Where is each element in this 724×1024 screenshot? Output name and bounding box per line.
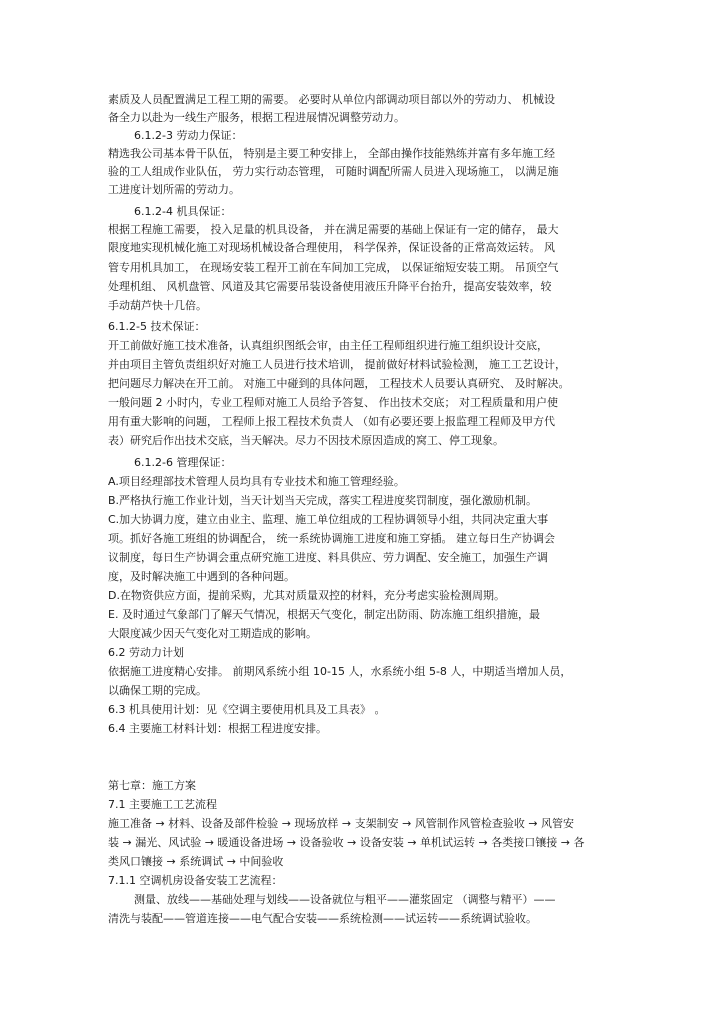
text-line: 类风口镶接 → 系统调试 → 中间验收 [108,855,284,868]
text-line: 大限度减少因天气变化对工期造成的影响。 [108,627,317,640]
text-line: E. 及时通过气象部门了解天气情况，根据天气变化，制定出防雨、防冻施工组织措施，最 [108,608,540,621]
text-line: 一般问题 2 小时内，专业工程师对施工人员给予答复、 作出技术交底； 对工程质量和用户使 [108,396,558,409]
section-heading: 6.1.2-4 机具保证： [134,205,232,218]
text-line: 议制度，每日生产协调会重点研究施工进度、料具供应、劳力调配、安全施工，加强生产调 [108,551,548,564]
text-line: 精选我公司基本骨干队伍， 特别是主要工种安排上， 全部由操作技能熟练并富有多年施工经 [108,147,555,160]
text-line: 工进度计划所需的劳动力。 [108,183,240,196]
text-line: 以确保工期的完成。 [108,684,207,697]
chapter-title: 第七章：施工方案 [108,779,196,792]
text-line: 处理机组、 风机盘管、风道及其它需要吊装设备使用液压升降平台抬升，提高安装效率，较 [108,280,552,293]
text-line: 清洗与装配——管道连接——电气配合安装——系统检测——试运转——系统调试验收。 [108,912,537,925]
text-line: 限度地实现机械化施工对现场机械设备合理使用， 科学保养，保证设备的正常高效运转。 风 [108,241,555,254]
text-line: D.在物资供应方面，提前采购，尤其对质量双控的材料，充分考虑实验检测周期。 [108,589,505,602]
text-line: 依据施工进度精心安排。 前期风系统小组 10-15 人，水系统小组 5-8 人，中期适当增加人员， [108,665,572,678]
text-line: 素质及人员配置满足工程工期的需要。 必要时从单位内部调动项目部以外的劳动力、 机械设 [108,93,555,106]
text-line: 把问题尽力解决在开工前。 对施工中碰到的具体问题， 工程技术人员要认真研究、 及时解决。 [108,377,570,390]
text-line: 项。抓好各施工班组的协调配合， 统一系统协调施工进度和施工穿插。 建立每日生产协调会 [108,532,555,545]
text-line: 管专用机具加工， 在现场安装工程开工前在车间加工完成， 以保证缩短安装工期。 吊顶空气 [108,261,559,274]
section-heading: 7.1 主要施工工艺流程 [108,798,217,811]
text-line: B.严格执行施工作业计划，当天计划当天完成，落实工程进度奖罚制度，强化激励机制。 [108,494,538,507]
text-line: C.加大协调力度，建立由业主、监理、施工单位组成的工程协调领导小组，共同决定重大事 [108,513,549,526]
text-line: 开工前做好施工技术准备，认真组织图纸会审，由主任工程师组织进行施工组织设计交底， [108,339,548,352]
text-line: 6.3 机具使用计划：见《空调主要使用机具及工具表》 。 [108,703,386,716]
text-line: 测量、放线——基础处理与划线——设备就位与粗平——灌浆固定 （调整与精平）—— [134,893,556,906]
section-heading: 6.1.2-6 管理保证： [134,456,232,469]
section-heading: 6.1.2-5 技术保证： [108,320,206,333]
text-line: 备全力以赴为一线生产服务，根据工程进展情况调整劳动力。 [108,111,405,124]
section-heading: 7.1.1 空调机房设备安装工艺流程： [108,874,283,887]
text-line: 验的工人组成作业队伍， 劳力实行动态管理， 可随时调配所需人员进入现场施工， 以满足施 [108,165,559,178]
section-heading: 6.1.2-3 劳动力保证： [134,129,243,142]
text-line: 用有重大影响的问题， 工程师上报工程技术负责人 （如有必要还要上报监理工程师及甲方代 [108,415,555,428]
text-line: 表）研究后作出技术交底，当天解决。尽力不因技术原因造成的窝工、停工现象。 [108,434,504,447]
text-line: 装 → 漏光、风试验 → 暖通设备进场 → 设备验收 → 设备安装 → 单机试运转 → 各类接口镶接 → 各 [108,836,585,849]
text-line: 手动葫芦快十几倍。 [108,299,207,312]
text-line: 施工准备 → 材料、设备及部件检验 → 现场放样 → 支架制安 → 风管制作风管检查验收 → 风管安 [108,817,575,830]
text-line: 并由项目主管负责组织好对施工人员进行技术培训， 提前做好材料试验检测， 施工工艺设计， [108,358,566,371]
text-line: 度，及时解决施工中遇到的各种问题。 [108,570,295,583]
section-heading: 6.2 劳动力计划 [108,646,184,659]
text-line: 6.4 主要施工材料计划：根据工程进度安排。 [108,722,327,735]
text-line: 根据工程施工需要， 投入足量的机具设备， 并在满足需要的基础上保证有一定的储存， 最大 [108,223,559,236]
text-line: A.项目经理部技术管理人员均具有专业技术和施工管理经验。 [108,475,405,488]
